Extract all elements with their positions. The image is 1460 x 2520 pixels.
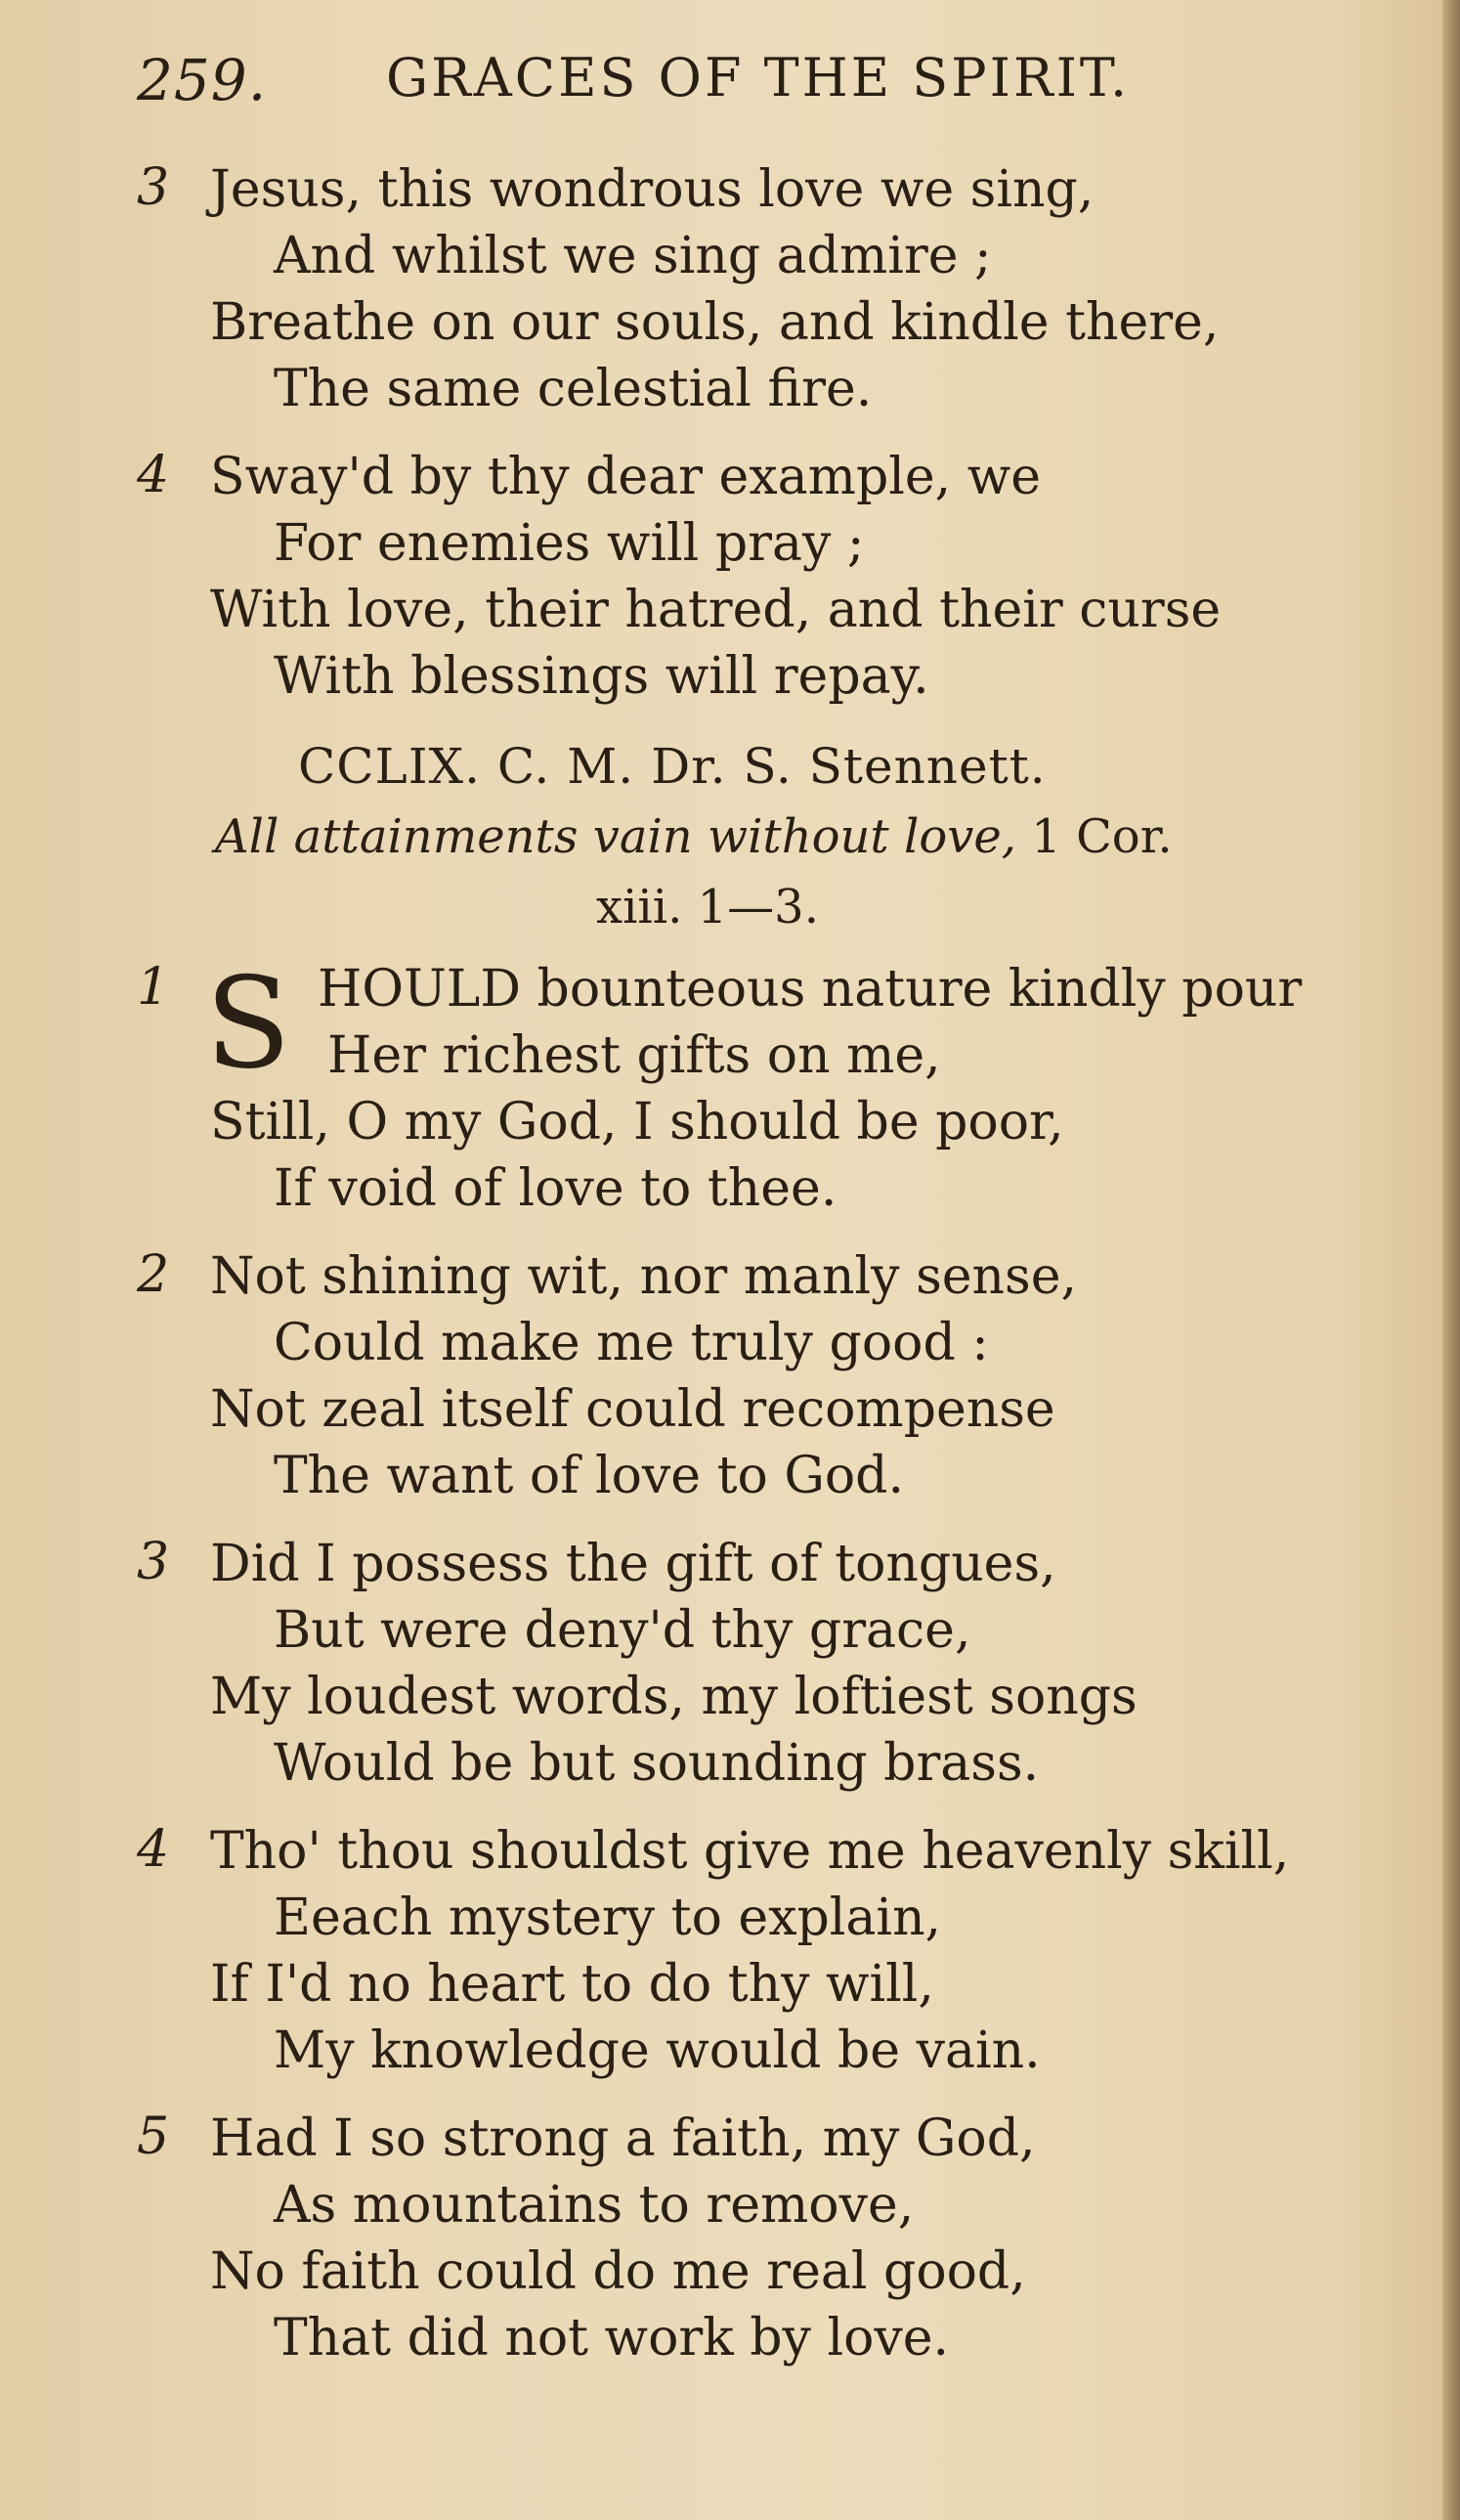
hymn-text xyxy=(137,156,1368,2393)
stanza-2 xyxy=(137,1243,1368,1509)
verse-line: With blessings will repay. xyxy=(274,647,929,706)
stanza-number: 4 xyxy=(137,1820,170,1879)
verse-line: If I'd no heart to do thy will, xyxy=(210,1955,934,2014)
verse-line: For enemies will pray ; xyxy=(274,514,865,573)
stanza-3-previous-hymn xyxy=(137,156,1368,422)
verse-line: Still, O my God, I should be poor, xyxy=(210,1093,1064,1151)
verse-line: HOULD bounteous nature kindly pour xyxy=(318,960,1303,1019)
hymn-subtitle-text: All attainments vain without love, xyxy=(215,809,1017,864)
page-number: 259. xyxy=(137,47,268,113)
stanza-5 xyxy=(137,2106,1368,2371)
stanza-4 xyxy=(137,1818,1368,2084)
stanza-1 xyxy=(137,951,1368,1222)
verse-line: My loudest words, my loftiest songs xyxy=(210,1668,1138,1726)
stanza-number: 4 xyxy=(137,446,170,504)
stanza-number: 3 xyxy=(137,1533,170,1591)
verse-line: As mountains to remove, xyxy=(274,2176,915,2235)
verse-line: Not shining wit, nor manly sense, xyxy=(210,1247,1078,1306)
verse-line: No faith could do me real good, xyxy=(210,2242,1026,2301)
verse-line: Would be but sounding brass. xyxy=(274,1734,1040,1793)
verse-line: The same celestial fire. xyxy=(274,360,873,418)
stanza-4-previous-hymn xyxy=(137,444,1368,710)
verse-line: Jesus, this wondrous love we sing, xyxy=(210,160,1095,219)
hymn-subtitle xyxy=(137,802,1368,872)
running-title: GRACES OF THE SPIRIT. xyxy=(386,47,1131,109)
verse-line: That did not work by love. xyxy=(274,2309,950,2368)
verse-line: Not zeal itself could recompense xyxy=(210,1380,1055,1439)
page-edge-shadow xyxy=(1442,0,1460,2520)
verse-line: The want of love to God. xyxy=(274,1447,904,1505)
scripture-reference-book: 1 Cor. xyxy=(1031,809,1173,864)
verse-line: Sway'd by thy dear example, we xyxy=(210,448,1042,506)
verse-line: My knowledge would be vain. xyxy=(274,2021,1041,2080)
verse-line: Did I possess the gift of tongues, xyxy=(210,1535,1056,1593)
stanza-number: 5 xyxy=(137,2107,170,2166)
verse-line: Tho' thou shouldst give me heavenly skill, xyxy=(210,1822,1290,1881)
verse-line: Had I so strong a faith, my God, xyxy=(210,2109,1036,2168)
hymn-heading: CCLIX. C. M. Dr. S. Stennett. xyxy=(298,738,1047,795)
verse-line: And whilst we sing admire ; xyxy=(274,227,992,285)
scripture-reference-verses: xiii. 1—3. xyxy=(596,880,819,934)
page-header xyxy=(137,47,1212,115)
stanza-number: 3 xyxy=(137,158,170,217)
verse-line: With love, their hatred, and their curse xyxy=(210,581,1222,639)
drop-cap: S xyxy=(205,951,291,1097)
stanza-number: 2 xyxy=(137,1245,170,1304)
verse-line: Her richest gifts on me, xyxy=(327,1026,941,1085)
verse-line: But were deny'd thy grace, xyxy=(274,1601,971,1660)
verse-line: Could make me truly good : xyxy=(274,1314,989,1372)
verse-line: Eeach mystery to explain, xyxy=(274,1889,942,1947)
verse-line: Breathe on our souls, and kindle there, xyxy=(210,293,1220,352)
verse-line: If void of love to thee. xyxy=(274,1159,837,1218)
stanza-3 xyxy=(137,1531,1368,1797)
stanza-number: 1 xyxy=(137,958,170,1017)
